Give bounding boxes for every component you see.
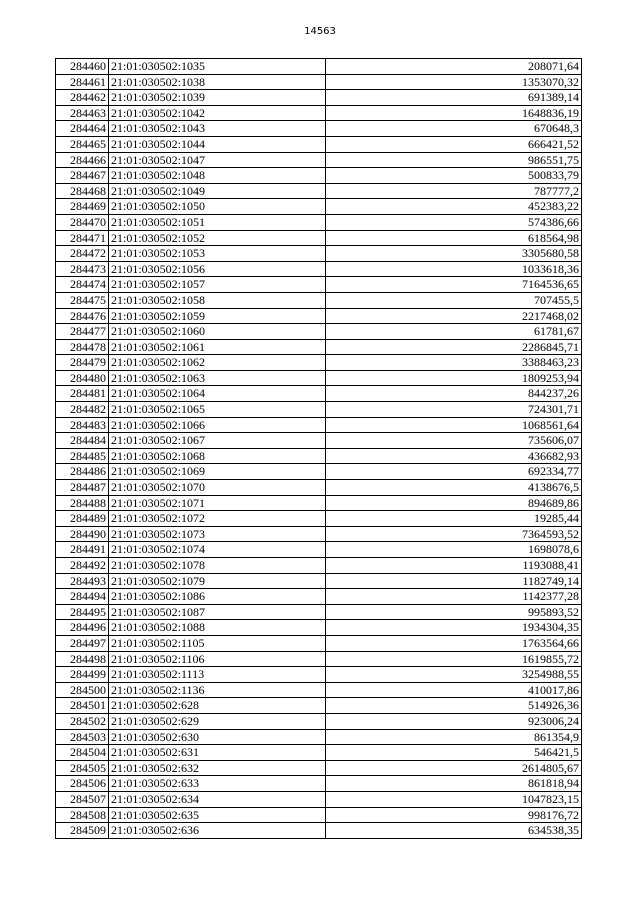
cadastral-number-cell: 21:01:030502:633 [109, 776, 326, 792]
table-row [56, 230, 582, 246]
table-row [56, 105, 582, 121]
table-row [56, 292, 582, 308]
cadastral-number-cell: 21:01:030502:635 [109, 807, 326, 823]
value-cell: 1193088,41 [326, 558, 582, 574]
row-number-cell: 284486 [56, 464, 109, 480]
value-cell: 1809253,94 [326, 370, 582, 386]
table-row [56, 464, 582, 480]
cadastral-number-cell: 21:01:030502:1106 [109, 651, 326, 667]
value-cell: 894689,86 [326, 495, 582, 511]
table-row [56, 791, 582, 807]
table-row [56, 651, 582, 667]
value-cell: 19285,44 [326, 511, 582, 527]
cadastral-value-table [55, 58, 582, 839]
row-number-cell: 284464 [56, 121, 109, 137]
table-row [56, 558, 582, 574]
cadastral-number-cell: 21:01:030502:1068 [109, 448, 326, 464]
table-row [56, 168, 582, 184]
cadastral-number-cell: 21:01:030502:1073 [109, 526, 326, 542]
cadastral-number-cell: 21:01:030502:1057 [109, 277, 326, 293]
row-number-cell: 284481 [56, 386, 109, 402]
row-number-cell: 284473 [56, 261, 109, 277]
table-row [56, 667, 582, 683]
table-row [56, 448, 582, 464]
cadastral-number-cell: 21:01:030502:1060 [109, 324, 326, 340]
value-cell: 995893,52 [326, 604, 582, 620]
row-number-cell: 284489 [56, 511, 109, 527]
cadastral-number-cell: 21:01:030502:1062 [109, 355, 326, 371]
value-cell: 3254988,55 [326, 667, 582, 683]
cadastral-number-cell: 21:01:030502:1050 [109, 199, 326, 215]
value-cell: 1934304,35 [326, 620, 582, 636]
row-number-cell: 284503 [56, 729, 109, 745]
cadastral-number-cell: 21:01:030502:1056 [109, 261, 326, 277]
value-cell: 691389,14 [326, 90, 582, 106]
value-cell: 1142377,28 [326, 589, 582, 605]
value-cell: 634538,35 [326, 823, 582, 839]
row-number-cell: 284505 [56, 760, 109, 776]
row-number-cell: 284487 [56, 480, 109, 496]
value-cell: 735606,07 [326, 433, 582, 449]
cadastral-number-cell: 21:01:030502:1105 [109, 635, 326, 651]
row-number-cell: 284485 [56, 448, 109, 464]
row-number-cell: 284490 [56, 526, 109, 542]
row-number-cell: 284480 [56, 370, 109, 386]
table-row [56, 136, 582, 152]
value-cell: 692334,77 [326, 464, 582, 480]
row-number-cell: 284495 [56, 604, 109, 620]
cadastral-number-cell: 21:01:030502:1072 [109, 511, 326, 527]
cadastral-number-cell: 21:01:030502:1038 [109, 74, 326, 90]
value-cell: 514926,36 [326, 698, 582, 714]
value-cell: 2614805,67 [326, 760, 582, 776]
value-cell: 618564,98 [326, 230, 582, 246]
value-cell: 1763564,66 [326, 635, 582, 651]
row-number-cell: 284488 [56, 495, 109, 511]
value-cell: 1182749,14 [326, 573, 582, 589]
table-row [56, 386, 582, 402]
value-cell: 844237,26 [326, 386, 582, 402]
row-number-cell: 284507 [56, 791, 109, 807]
row-number-cell: 284460 [56, 59, 109, 75]
cadastral-number-cell: 21:01:030502:1066 [109, 417, 326, 433]
value-cell: 787777,2 [326, 183, 582, 199]
value-cell: 2217468,02 [326, 308, 582, 324]
table-row [56, 542, 582, 558]
value-cell: 61781,67 [326, 324, 582, 340]
cadastral-number-cell: 21:01:030502:1051 [109, 214, 326, 230]
value-cell: 7364593,52 [326, 526, 582, 542]
cadastral-number-cell: 21:01:030502:1088 [109, 620, 326, 636]
row-number-cell: 284484 [56, 433, 109, 449]
value-cell: 208071,64 [326, 59, 582, 75]
row-number-cell: 284465 [56, 136, 109, 152]
cadastral-number-cell: 21:01:030502:629 [109, 713, 326, 729]
table-row [56, 277, 582, 293]
cadastral-number-cell: 21:01:030502:1059 [109, 308, 326, 324]
row-number-cell: 284476 [56, 308, 109, 324]
table-row [56, 214, 582, 230]
table-row [56, 261, 582, 277]
value-cell: 986551,75 [326, 152, 582, 168]
row-number-cell: 284469 [56, 199, 109, 215]
row-number-cell: 284462 [56, 90, 109, 106]
cadastral-number-cell: 21:01:030502:1070 [109, 480, 326, 496]
cadastral-number-cell: 21:01:030502:1042 [109, 105, 326, 121]
row-number-cell: 284494 [56, 589, 109, 605]
row-number-cell: 284492 [56, 558, 109, 574]
cadastral-number-cell: 21:01:030502:1074 [109, 542, 326, 558]
value-cell: 500833,79 [326, 168, 582, 184]
table-row [56, 339, 582, 355]
value-cell: 1047823,15 [326, 791, 582, 807]
cadastral-number-cell: 21:01:030502:628 [109, 698, 326, 714]
cadastral-number-cell: 21:01:030502:1069 [109, 464, 326, 480]
cadastral-number-cell: 21:01:030502:1113 [109, 667, 326, 683]
row-number-cell: 284461 [56, 74, 109, 90]
row-number-cell: 284499 [56, 667, 109, 683]
table-row [56, 74, 582, 90]
table-row [56, 620, 582, 636]
cadastral-number-cell: 21:01:030502:1087 [109, 604, 326, 620]
value-cell: 707455,5 [326, 292, 582, 308]
value-cell: 724301,71 [326, 402, 582, 418]
table-row [56, 402, 582, 418]
cadastral-number-cell: 21:01:030502:630 [109, 729, 326, 745]
value-cell: 4138676,5 [326, 480, 582, 496]
value-cell: 3388463,23 [326, 355, 582, 371]
row-number-cell: 284483 [56, 417, 109, 433]
row-number-cell: 284501 [56, 698, 109, 714]
value-cell: 998176,72 [326, 807, 582, 823]
cadastral-number-cell: 21:01:030502:1136 [109, 682, 326, 698]
cadastral-number-cell: 21:01:030502:1071 [109, 495, 326, 511]
cadastral-number-cell: 21:01:030502:632 [109, 760, 326, 776]
cadastral-number-cell: 21:01:030502:1039 [109, 90, 326, 106]
table-row [56, 59, 582, 75]
table-row [56, 199, 582, 215]
table-row [56, 355, 582, 371]
cadastral-number-cell: 21:01:030502:1047 [109, 152, 326, 168]
row-number-cell: 284470 [56, 214, 109, 230]
row-number-cell: 284506 [56, 776, 109, 792]
cadastral-number-cell: 21:01:030502:1078 [109, 558, 326, 574]
value-cell: 410017,86 [326, 682, 582, 698]
table-row [56, 370, 582, 386]
table-row [56, 121, 582, 137]
table-row [56, 573, 582, 589]
row-number-cell: 284468 [56, 183, 109, 199]
value-cell: 923006,24 [326, 713, 582, 729]
table-row [56, 480, 582, 496]
row-number-cell: 284472 [56, 246, 109, 262]
row-number-cell: 284500 [56, 682, 109, 698]
table-row [56, 152, 582, 168]
value-cell: 1353070,32 [326, 74, 582, 90]
table-row [56, 635, 582, 651]
cadastral-number-cell: 21:01:030502:1067 [109, 433, 326, 449]
page-number: 14563 [304, 26, 336, 37]
cadastral-number-cell: 21:01:030502:634 [109, 791, 326, 807]
cadastral-number-cell: 21:01:030502:1049 [109, 183, 326, 199]
row-number-cell: 284502 [56, 713, 109, 729]
row-number-cell: 284477 [56, 324, 109, 340]
table-row [56, 308, 582, 324]
cadastral-number-cell: 21:01:030502:1063 [109, 370, 326, 386]
value-cell: 1619855,72 [326, 651, 582, 667]
cadastral-number-cell: 21:01:030502:636 [109, 823, 326, 839]
value-cell: 546421,5 [326, 745, 582, 761]
table-row [56, 745, 582, 761]
row-number-cell: 284508 [56, 807, 109, 823]
table-row [56, 246, 582, 262]
cadastral-number-cell: 21:01:030502:1065 [109, 402, 326, 418]
row-number-cell: 284498 [56, 651, 109, 667]
value-cell: 2286845,71 [326, 339, 582, 355]
value-cell: 861354,9 [326, 729, 582, 745]
table-row [56, 511, 582, 527]
row-number-cell: 284467 [56, 168, 109, 184]
table-row [56, 698, 582, 714]
value-cell: 574386,66 [326, 214, 582, 230]
row-number-cell: 284509 [56, 823, 109, 839]
cadastral-number-cell: 21:01:030502:1044 [109, 136, 326, 152]
table-row [56, 433, 582, 449]
row-number-cell: 284471 [56, 230, 109, 246]
cadastral-number-cell: 21:01:030502:1043 [109, 121, 326, 137]
cadastral-number-cell: 21:01:030502:631 [109, 745, 326, 761]
row-number-cell: 284475 [56, 292, 109, 308]
table-row [56, 823, 582, 839]
value-cell: 861818,94 [326, 776, 582, 792]
row-number-cell: 284482 [56, 402, 109, 418]
table-row [56, 526, 582, 542]
value-cell: 7164536,65 [326, 277, 582, 293]
table-row [56, 324, 582, 340]
cadastral-number-cell: 21:01:030502:1048 [109, 168, 326, 184]
value-cell: 1068561,64 [326, 417, 582, 433]
cadastral-number-cell: 21:01:030502:1064 [109, 386, 326, 402]
row-number-cell: 284491 [56, 542, 109, 558]
value-cell: 436682,93 [326, 448, 582, 464]
table-row [56, 183, 582, 199]
row-number-cell: 284463 [56, 105, 109, 121]
cadastral-number-cell: 21:01:030502:1061 [109, 339, 326, 355]
table-row [56, 713, 582, 729]
row-number-cell: 284466 [56, 152, 109, 168]
cadastral-number-cell: 21:01:030502:1053 [109, 246, 326, 262]
value-cell: 1698078,6 [326, 542, 582, 558]
table-row [56, 776, 582, 792]
row-number-cell: 284479 [56, 355, 109, 371]
cadastral-number-cell: 21:01:030502:1086 [109, 589, 326, 605]
cadastral-number-cell: 21:01:030502:1079 [109, 573, 326, 589]
table-body [56, 59, 582, 839]
row-number-cell: 284496 [56, 620, 109, 636]
row-number-cell: 284497 [56, 635, 109, 651]
cadastral-number-cell: 21:01:030502:1052 [109, 230, 326, 246]
table-row [56, 417, 582, 433]
row-number-cell: 284504 [56, 745, 109, 761]
table-row [56, 729, 582, 745]
value-cell: 3305680,58 [326, 246, 582, 262]
table-row [56, 604, 582, 620]
value-cell: 452383,22 [326, 199, 582, 215]
table-row [56, 589, 582, 605]
table-row [56, 807, 582, 823]
table-row [56, 682, 582, 698]
cadastral-number-cell: 21:01:030502:1058 [109, 292, 326, 308]
value-cell: 666421,52 [326, 136, 582, 152]
row-number-cell: 284493 [56, 573, 109, 589]
table-row [56, 495, 582, 511]
value-cell: 670648,3 [326, 121, 582, 137]
table-row [56, 90, 582, 106]
row-number-cell: 284478 [56, 339, 109, 355]
cadastral-number-cell: 21:01:030502:1035 [109, 59, 326, 75]
table-row [56, 760, 582, 776]
value-cell: 1033618,36 [326, 261, 582, 277]
row-number-cell: 284474 [56, 277, 109, 293]
value-cell: 1648836,19 [326, 105, 582, 121]
